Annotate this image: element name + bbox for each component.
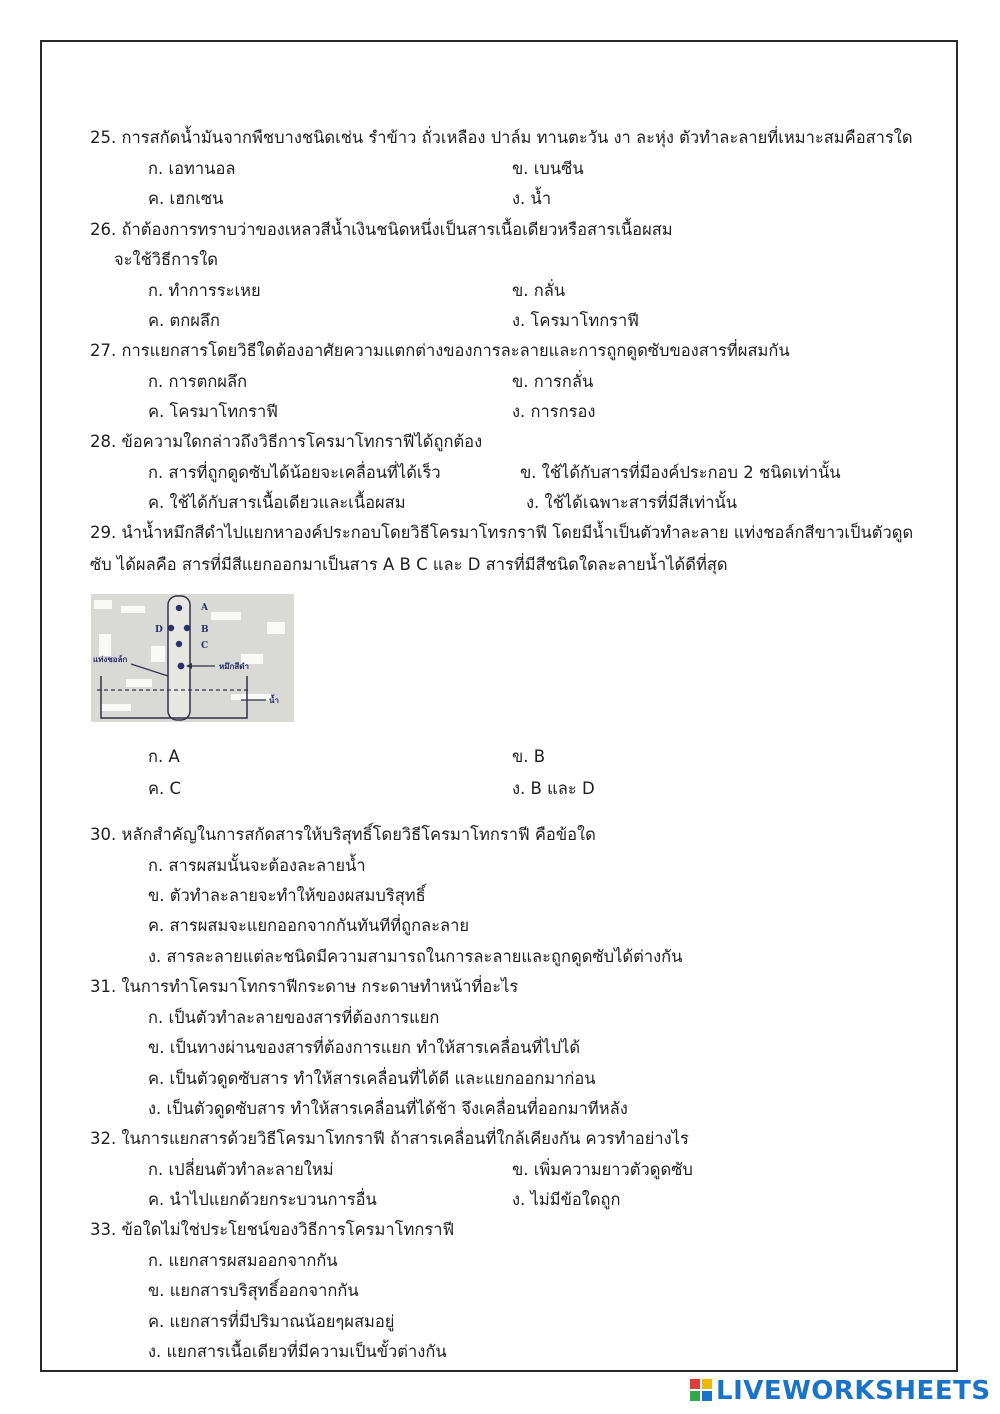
- q33-option-c[interactable]: ค. แยกสารที่มีปริมาณน้อยๆผสมอยู่: [148, 1312, 395, 1331]
- q26-option-b[interactable]: ข. กลั่น: [512, 281, 566, 300]
- q33-option-a[interactable]: ก. แยกสารผสมออกจากกัน: [148, 1251, 338, 1270]
- q25-option-a[interactable]: ก. เอทานอล: [148, 159, 236, 178]
- q27-option-b[interactable]: ข. การกลั่น: [512, 372, 594, 391]
- q30-option-c[interactable]: ค. สารผสมจะแยกออกจากกันทันทีที่ถูกละลาย: [148, 916, 470, 935]
- question-30: 30. หลักสำคัญในการสกัดสารให้บริสุทธิ์โดยวิธีโครมาโทกราฟี คือข้อใด: [90, 825, 596, 844]
- q25-option-c[interactable]: ค. เฮกเซน: [148, 189, 224, 208]
- q29-option-a[interactable]: ก. A: [148, 747, 180, 766]
- question-31: 31. ในการทำโครมาโทกราฟีกระดาษ กระดาษทำหน้าที่อะไร: [90, 977, 519, 996]
- label-ink: หมึกสีดำ: [219, 662, 249, 671]
- q26-option-a[interactable]: ก. ทำการระเหย: [148, 281, 261, 300]
- q27-option-d[interactable]: ง. การกรอง: [512, 402, 596, 421]
- liveworksheets-logo-text: LIVEWORKSHEETS: [716, 1376, 991, 1406]
- q33-option-d[interactable]: ง. แยกสารเนื้อเดียวที่มีความเป็นขั้วต่างกัน: [148, 1342, 447, 1361]
- label-d: D: [155, 625, 163, 635]
- question-26-cont: จะใช้วิธีการใด: [114, 250, 219, 269]
- q25-option-d[interactable]: ง. น้ำ: [512, 189, 552, 208]
- spot-b: [184, 625, 190, 631]
- label-c: C: [201, 641, 209, 651]
- q30-option-d[interactable]: ง. สารละลายแต่ละชนิดมีความสามารถในการละลายและถูกดูดซับได้ต่างกัน: [148, 947, 683, 966]
- q28-option-c[interactable]: ค. ใช้ได้กับสารเนื้อเดียวและเนื้อผสม: [148, 493, 406, 512]
- label-chalk: แท่งชอล์ก: [93, 655, 128, 664]
- liveworksheets-logo[interactable]: [690, 1376, 991, 1406]
- question-29: 29. นำน้ำหมึกสีดำไปแยกหาองค์ประกอบโดยวิธีโครมาโทรกราฟี โดยมีน้ำเป็นตัวทำละลาย แท่งชอล์กสีขาวเป็นตัวดูด: [90, 523, 914, 542]
- question-25: 25. การสกัดน้ำมันจากพืชบางชนิดเช่น รำข้าว ถั่วเหลือง ปาล์ม ทานตะวัน งา ละหุ่ง ตัวทำละลายที่เหมาะสมคือสารใด: [90, 128, 913, 147]
- q31-option-a[interactable]: ก. เป็นตัวทำละลายของสารที่ต้องการแยก: [148, 1008, 440, 1027]
- q26-option-c[interactable]: ค. ตกผลึก: [148, 311, 221, 330]
- q31-option-b[interactable]: ข. เป็นทางผ่านของสารที่ต้องการแยก ทำให้สารเคลื่อนที่ไปได้: [148, 1038, 581, 1057]
- question-32: 32. ในการแยกสารด้วยวิธีโครมาโทกราฟี ถ้าสารเคลื่อนที่ใกล้เคียงกัน ควรทำอย่างไร: [90, 1129, 689, 1148]
- ink-spot: [178, 663, 185, 670]
- q32-option-b[interactable]: ข. เพิ่มความยาวตัวดูดซับ: [512, 1160, 693, 1179]
- q33-option-b[interactable]: ข. แยกสารบริสุทธิ์ออกจากกัน: [148, 1281, 359, 1300]
- q27-option-c[interactable]: ค. โครมาโทกราฟี: [148, 402, 278, 421]
- q28-option-a[interactable]: ก. สารที่ถูกดูดซับได้น้อยจะเคลื่อนที่ได้เร็ว: [148, 463, 441, 482]
- liveworksheets-logo-icon: [690, 1379, 712, 1403]
- label-a: A: [201, 603, 208, 613]
- q32-option-c[interactable]: ค. นำไปแยกด้วยกระบวนการอื่น: [148, 1190, 377, 1209]
- q26-option-d[interactable]: ง. โครมาโทกราฟี: [512, 311, 639, 330]
- chalk-stick: [168, 596, 190, 720]
- spot-c: [176, 641, 182, 647]
- chalk-chromatography-diagram: [91, 594, 294, 722]
- q29-option-b[interactable]: ข. B: [512, 747, 546, 766]
- q29-option-c[interactable]: ค. C: [148, 779, 182, 798]
- question-27: 27. การแยกสารโดยวิธีใดต้องอาศัยความแตกต่างของการละลายและการถูกดูดซับของสารที่ผสมกัน: [90, 341, 790, 360]
- spot-a: [176, 605, 182, 611]
- q25-option-b[interactable]: ข. เบนซีน: [512, 159, 584, 178]
- q27-option-a[interactable]: ก. การตกผลึก: [148, 372, 248, 391]
- q28-option-d[interactable]: ง. ใช้ได้เฉพาะสารที่มีสีเท่านั้น: [526, 493, 738, 512]
- question-26: 26. ถ้าต้องการทราบว่าของเหลวสีน้ำเงินชนิดหนึ่งเป็นสารเนื้อเดียวหรือสารเนื้อผสม: [90, 220, 673, 239]
- q31-option-d[interactable]: ง. เป็นตัวดูดซับสาร ทำให้สารเคลื่อนที่ได้ช้า จึงเคลื่อนที่ออกมาทีหลัง: [148, 1099, 628, 1118]
- question-33: 33. ข้อใดไม่ใช่ประโยชน์ของวิธีการโครมาโทกราฟี: [90, 1220, 455, 1239]
- label-water: น้ำ: [269, 696, 279, 705]
- q32-option-d[interactable]: ง. ไม่มีข้อใดถูก: [512, 1190, 621, 1209]
- chromatography-figure: [91, 594, 294, 722]
- q30-option-a[interactable]: ก. สารผสมนั้นจะต้องละลายน้ำ: [148, 856, 366, 875]
- question-29-cont: ซับ ได้ผลคือ สารที่มีสีแยกออกมาเป็นสาร A B C และ D สารที่มีสีชนิดใดละลายน้ำได้ดีที่สุด: [90, 555, 728, 574]
- question-28: 28. ข้อความใดกล่าวถึงวิธีการโครมาโทกราฟีได้ถูกต้อง: [90, 432, 483, 451]
- q28-option-b[interactable]: ข. ใช้ได้กับสารที่มีองค์ประกอบ 2 ชนิดเท่านั้น: [520, 463, 841, 482]
- q32-option-a[interactable]: ก. เปลี่ยนตัวทำละลายใหม่: [148, 1160, 334, 1179]
- q31-option-c[interactable]: ค. เป็นตัวดูดซับสาร ทำให้สารเคลื่อนที่ได้ดี และแยกออกมาก่อน: [148, 1069, 596, 1088]
- q30-option-b[interactable]: ข. ตัวทำละลายจะทำให้ของผสมบริสุทธิ์: [148, 886, 426, 905]
- spot-d: [168, 625, 174, 631]
- q29-option-d[interactable]: ง. B และ D: [512, 779, 595, 798]
- label-b: B: [201, 625, 209, 635]
